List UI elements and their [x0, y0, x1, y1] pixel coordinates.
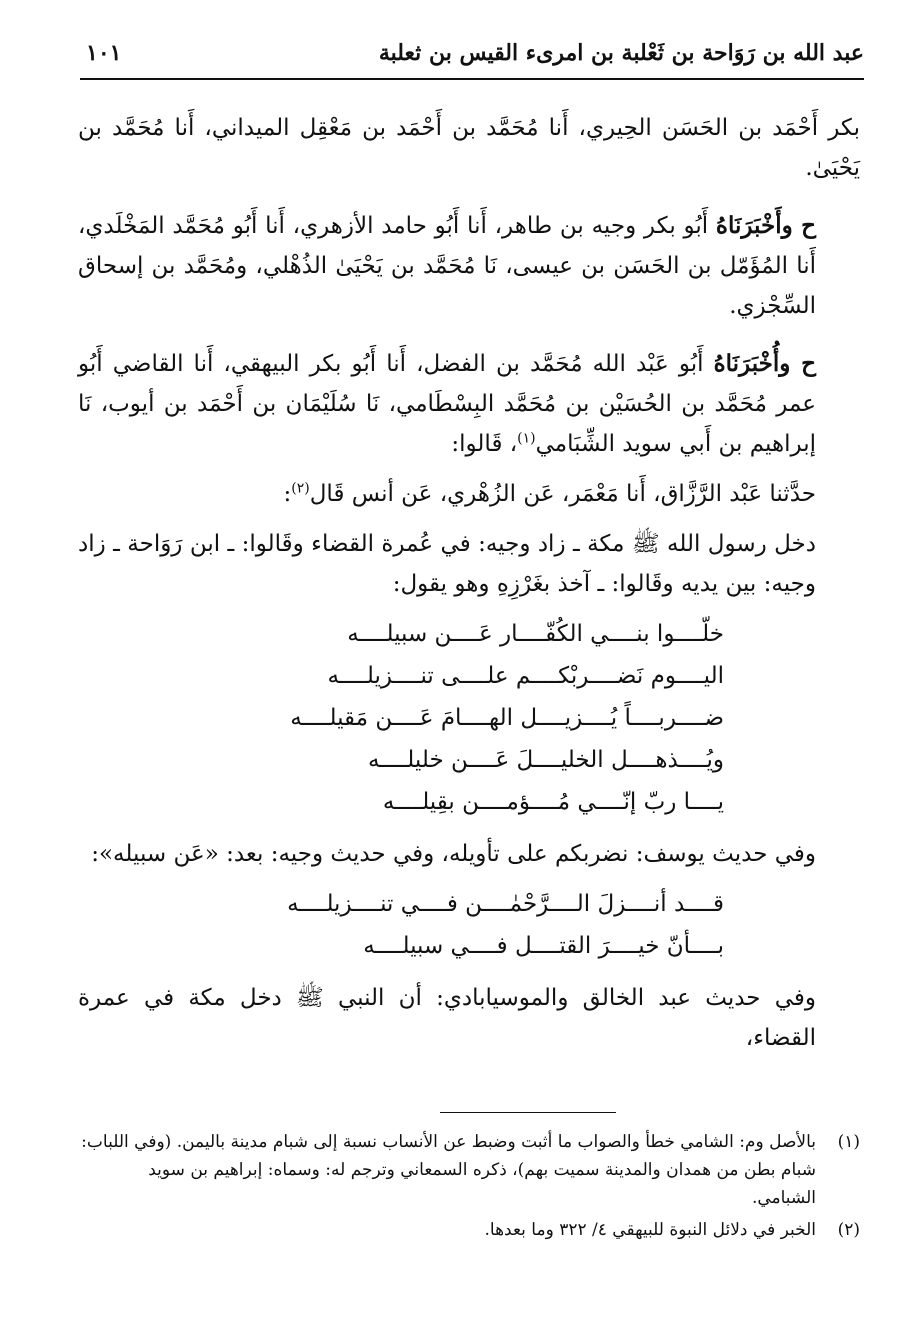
- footnote-ref-1[interactable]: (١): [517, 430, 536, 447]
- paragraph-3-text: أَبُو عَبْد الله مُحَمَّد بن الفضل، أَنا أَبُو بكر البيهقي، أَنا القاضي أَبُو عمر مُحَمَّد بن الحُسَيْن بن مُحَمَّد البِسْطَامي، نَا سُلَيْمَان بن أَحْمَد بن أيوب، نَا إبراهيم بن أَبي سويد الشِّبَامي: [78, 351, 816, 457]
- poem-verse: ويُــــذهــــل الخليــــلَ عَــــن خليلــــه: [368, 747, 724, 773]
- footnote-text: الخبر في دلائل النبوة للبيهقي ٤/ ٣٢٢ وما بعدها.: [484, 1220, 816, 1240]
- footnote-separator: [440, 1112, 616, 1113]
- paragraph-2: [78, 206, 860, 326]
- poem-verse: يــــا ربّ إنّــــي مُــــؤمــــن بقِيلــــه: [382, 789, 724, 815]
- paragraph-2-text: أَبُو بكر وجيه بن طاهر، أَنا أَبُو حامد الأزهري، أَنا أَبُو مُحَمَّد المَخْلَدي، أَنا المُؤَمّل بن الحَسَن بن عيسى، نَا مُحَمَّد بن يَحْيَىٰ الذُهْلي، ومُحَمَّد بن إسحاق السِّجْزي.: [78, 213, 816, 319]
- paragraph-3: [78, 344, 860, 464]
- paragraph-4-tail: :: [283, 481, 292, 507]
- poem-2: [228, 884, 724, 968]
- isnad-marker: ح وأُخْبَرَنَاهُ: [713, 350, 816, 377]
- paragraph-3-tail: ، قَالوا:: [451, 431, 518, 457]
- footnote-ref-2[interactable]: (٢): [291, 480, 310, 497]
- footnotes: [80, 1128, 860, 1244]
- paragraph-4: [78, 474, 860, 514]
- poem-verse: ضــــربــــاً يُــــزيــــل الهــــامَ عَــــن مَقيلــــه: [290, 705, 724, 731]
- poem-1: [228, 614, 724, 824]
- page-number: ١٠١: [86, 40, 122, 66]
- paragraph-1: بكر أَحْمَد بن الحَسَن الحِيري، أَنا مُحَمَّد بن أَحْمَد بن مَعْقِل الميداني، أَنا مُحَمَّد بن يَحْيَىٰ.: [78, 115, 860, 181]
- running-header: [80, 36, 864, 80]
- footnote-text: بالأصل وم: الشامي خطأ والصواب ما أثبت وضبط عن الأنساب نسبة إلى شبام مدينة باليمن. (وفي اللباب: شبام بطن من همدان والمدينة سميت بهم)، ذكره السمعاني وترجم له: وسماه: إبراهيم بن سويد الشبامي.: [81, 1132, 816, 1208]
- running-title: عبد الله بن رَوَاحة بن ثَعْلبة بن امرىء القيس بن ثعلبة: [378, 40, 864, 66]
- paragraph-6: وفي حديث يوسف: نضربكم على تأويله، وفي حديث وجيه: بعد: «عَن سبيله»:: [91, 841, 816, 867]
- poem-verse: قــــد أنــــزلَ الــــرَّحْمٰــــن فــــي تنــــزيلــــه: [287, 891, 724, 917]
- poem-verse: خلّــــوا بنــــي الكُفّــــار عَــــن سبيلــــه: [347, 621, 724, 647]
- paragraph-7: وفي حديث عبد الخالق والموسيابادي: أن النبي ﷺ دخل مكة في عمرة القضاء،: [78, 985, 816, 1051]
- poem-verse: اليــــوم نَضــــربْكــــم علــــى تنــــزيلــــه: [327, 663, 724, 689]
- paragraph-4-text: حدَّثنا عَبْد الرَّزَّاق، أَنا مَعْمَر، عَن الزُهْري، عَن أنس قَال: [309, 481, 816, 507]
- main-text: [78, 108, 860, 1058]
- footnote-number: (٢): [837, 1220, 860, 1240]
- footnote-number: (١): [837, 1132, 860, 1152]
- isnad-marker: ح وأَخْبَرَنَاهُ: [715, 212, 816, 239]
- footnote-2: [80, 1216, 860, 1244]
- footnote-1: [80, 1128, 860, 1212]
- paragraph-5: دخل رسول الله ﷺ مكة ـ زاد وجيه: في عُمرة القضاء وقَالوا: ـ ابن رَوَاحة ـ زاد وجيه: بين يديه وقَالوا: ـ آخذ بغَرْزِهِ وهو يقول:: [78, 531, 816, 597]
- poem-verse: بــــأنّ خيــــرَ القتــــل فــــي سبيلــــه: [363, 933, 724, 959]
